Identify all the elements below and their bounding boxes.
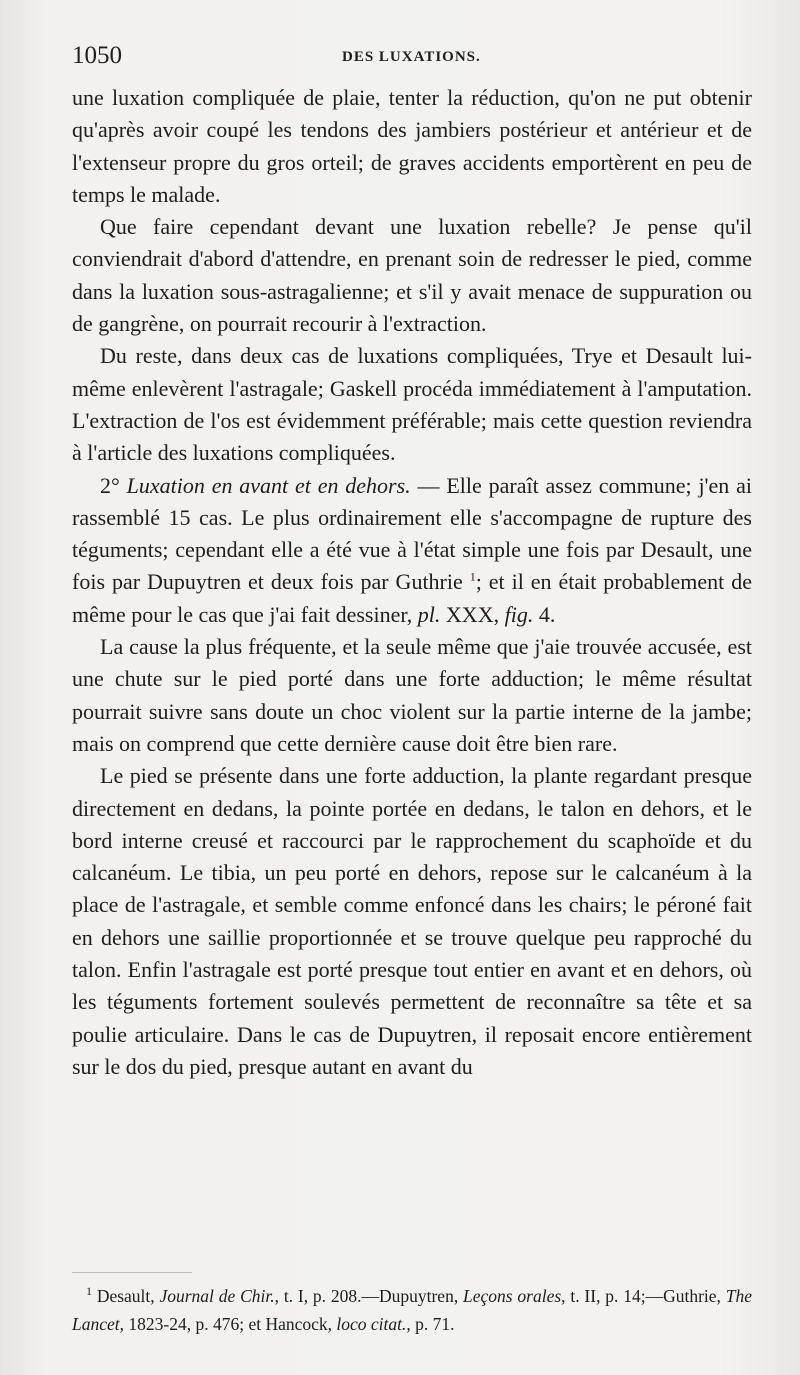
paragraph-4-text-c: XXX,: [440, 601, 505, 627]
page-number: 1050: [72, 42, 122, 69]
page-header: [72, 42, 752, 74]
paragraph-4: [72, 470, 752, 631]
footnote-text: , p. 71.: [406, 1314, 455, 1334]
paragraph-4-text-d: 4.: [533, 601, 556, 627]
footnote-text: Desault,: [92, 1286, 160, 1306]
paragraph-3: Du reste, dans deux cas de luxations compliquées, Trye et Desault lui-même enlevèrent l'astragale; Gaskell procéda immédiatement à l'amputation. L'extraction de l'os est évidemment préférable; mais cette question reviendra à l'article des luxations compliquées.: [72, 343, 752, 466]
figure-ref: fig.: [504, 601, 534, 627]
paragraph-2: Que faire cependant devant une luxation rebelle? Je pense qu'il conviendrait d'abord d'attendre, en prenant soin de redresser le pied, comme dans la luxation sous-astragalienne; et s'il y avait menace de suppuration ou de gangrène, on pourrait recourir à l'extraction.: [72, 214, 752, 337]
footnote-text: , t. I, p. 208.—Dupuytren,: [274, 1286, 464, 1306]
section-title: Luxation en avant et en dehors.: [126, 472, 411, 498]
footnote-text: , 1823-24, p. 476; et Hancock,: [119, 1314, 337, 1334]
paragraph-5: La cause la plus fréquente, et la seule même que j'aie trouvée accusée, est une chute sur le pied porté dans une forte adduction; le même résultat pourrait suivre sans doute un choc violent sur la partie interne de la jambe; mais on comprend que cette dernière cause doit être bien rare.: [72, 634, 752, 756]
footnotes: [72, 1282, 752, 1338]
footnote-1: [72, 1282, 752, 1338]
footnote-title: The Lancet: [72, 1286, 752, 1334]
body-text: [72, 82, 752, 1083]
footnote-ref: 1: [469, 570, 476, 585]
plate-ref: pl.: [417, 601, 441, 627]
footnote-title: Journal de Chir.: [159, 1286, 275, 1306]
footnote-text: , t. II, p. 14;—Guthrie,: [561, 1286, 726, 1306]
footnote-marker: 1: [86, 1284, 92, 1299]
paragraph-1: une luxation compliquée de plaie, tenter la réduction, qu'on ne put obtenir qu'après avoir coupé les tendons des jambiers postérieur et antérieur et de l'extenseur propre du gros orteil; de graves accidents emportèrent en peu de temps le malade.: [72, 85, 752, 207]
section-number: 2°: [100, 472, 120, 498]
paragraph-6: Le pied se présente dans une forte adduction, la plante regardant presque directement en dedans, la pointe portée en dedans, le talon en dehors, et le bord interne creusé et raccourci par le rapprochement du scaphoïde et du calcanéum. Le tibia, un peu porté en dehors, repose sur le calcanéum à la place de l'astragale, et semble comme enfoncé dans les chairs; le péroné fait en dehors une saillie proportionnée et se trouve quelque peu rapproché du talon. Enfin l'astragale est porté presque tout entier en avant et en dehors, où les téguments fortement soulevés permettent de reconnaître sa tête et sa poulie articulaire. Dans le cas de Dupuytren, il reposait encore entièrement sur le dos du pied, presque autant en avant du: [72, 763, 752, 1079]
footnote-title: Leçons orales: [463, 1286, 562, 1306]
paragraph-4-text-b: ; et il en était probablement de même pour le cas que j'ai fait dessiner,: [72, 569, 752, 627]
footnote-rule: [72, 1272, 192, 1273]
footnote-title: loco citat.: [336, 1314, 407, 1334]
running-head: DES LUXATIONS.: [342, 49, 481, 65]
paragraph-4-text-a: — Elle paraît assez commune; j'en ai rassemblé 15 cas. Le plus ordinairement elle s'accompagne de rupture des téguments; cependant elle a été vue à l'état simple une fois par Desault, une fois par Dupuytren et deux fois par Guthrie: [72, 472, 752, 595]
